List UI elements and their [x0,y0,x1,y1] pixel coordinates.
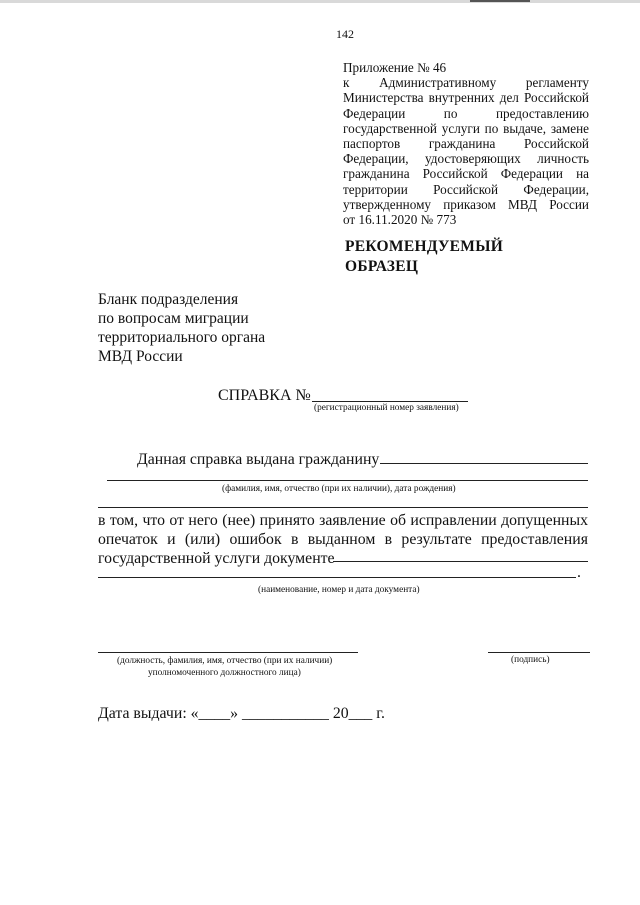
issuer-line: Бланк подразделения [98,291,239,308]
document-field-2[interactable] [98,565,576,578]
certificate-number-field[interactable] [312,387,468,402]
appendix-line: утвержденному приказом МВД России [343,196,589,212]
document-field[interactable] [333,549,588,562]
statement-line: опечаток и (или) ошибок в выданном в результате предоставления [98,531,588,548]
person-caption: (фамилия, имя, отчество (при их наличии), дата рождения) [222,484,456,494]
official-caption: (должность, фамилия, имя, отчество (при их наличии) [117,656,333,666]
recommended-sample-heading [345,237,503,277]
recommended-line: РЕКОМЕНДУЕМЫЙ [345,238,504,255]
period: . [577,564,581,581]
page-number: 142 [336,27,354,41]
document-caption: (наименование, номер и дата документа) [258,585,420,595]
appendix-line: гражданина Российской Федерации на [343,166,589,182]
appendix-line: территории Российской Федерации, [343,181,589,197]
issue-date: Дата выдачи: «____» ___________ 20___ г. [98,705,385,722]
recommended-line: ОБРАЗЕЦ [345,258,419,275]
statement-line: в том, что от него (нее) принято заявление об исправлении допущенных [98,512,588,529]
appendix-line: от 16.11.2020 № 773 [343,212,457,228]
citizen-name-field[interactable] [380,451,588,464]
scan-mark [470,0,530,2]
issuer-block [98,290,265,366]
statement-line: государственной услуги документе [98,550,335,567]
official-field[interactable] [98,640,358,653]
signature-field[interactable] [488,640,590,653]
appendix-line: Федерации, удостоверяющих личность [343,151,589,167]
appendix-line: Приложение № 46 [343,60,447,75]
issuer-line: по вопросам миграции [98,310,249,327]
appendix-line: Министерства внутренних дел Российской [343,90,589,106]
appendix-line: государственной услуги по выдаче, замене [343,120,589,136]
official-caption: уполномоченного должностного лица) [148,668,301,678]
appendix-line: к Административному регламенту [343,75,589,91]
certificate-title: СПРАВКА № [218,387,311,404]
appendix-line: паспортов гражданина Российской [343,136,589,152]
issuer-line: МВД России [98,348,183,365]
issuer-line: территориального органа [98,329,266,346]
citizen-name-field-2[interactable] [107,468,588,481]
appendix-line: Федерации по предоставлению [343,105,589,121]
citizen-details-field[interactable] [98,497,588,508]
signature-caption: (подпись) [511,655,550,665]
appendix-block [343,60,589,227]
scan-edge [0,0,640,3]
number-caption: (регистрационный номер заявления) [314,403,459,413]
issued-to-label: Данная справка выдана гражданину [137,451,380,468]
